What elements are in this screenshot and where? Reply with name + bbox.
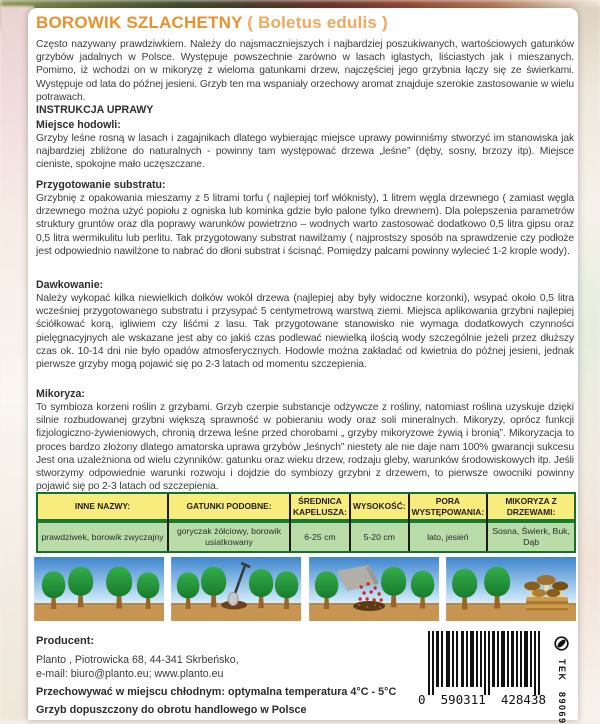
instructions-heading: INSTRUKCJA UPRAWY <box>36 104 154 116</box>
illustration-apply-substrate-panel <box>309 557 439 621</box>
table-column-gatunki-podobne <box>167 494 289 551</box>
tek-number: 89069 <box>557 691 567 724</box>
illustration-forest-site-panel <box>34 557 164 621</box>
table-header: WYSOKOŚĆ: <box>351 494 408 523</box>
section-text-dawkowanie: Należy wykopać kilka niewielkich dołków wokół drzewa (najlepiej aby były widoczne korzonki), wsypać około 0,5 litra wcześniej przygotowanego substratu i przysypać 5 centymetrową warstwą ziemi. Miejsca aplikowania grzybni najlepiej ściółkować korą, igliwiem czy liśćmi z lasu. Tak przygotowane stanowisko nie wymaga dodatkowych czynności pielęgnacyjnych ale wskazane jest aby co jakiś czas podlewać niewielką ilością wody szczególnie jeżeli przez dłuższy czas ok. 10-14 dni nie było opadów atmosferycznych. Hodowle można zakładać od kwietnia do późnej jesieni, jednak pierwsze grzyby mogą pojawić się po 2-3 latach od momentu szczepienia. <box>36 293 574 371</box>
tek-vertical-text <box>557 659 567 724</box>
section-heading-dawkowanie: Dawkowanie: <box>36 279 104 291</box>
title-latin-name: ( Boletus edulis ) <box>247 13 388 32</box>
table-value: Sosna, Świerk, Buk, Dąb <box>488 523 574 551</box>
section-heading-miejsce-hodowli: Miejsce hodowli: <box>36 119 121 131</box>
illustration-harvest-panel <box>446 557 576 621</box>
forest-icon <box>34 557 164 621</box>
substrate-bag-icon <box>309 557 439 621</box>
section-heading-mikoryza: Mikoryza: <box>36 388 85 400</box>
table-value: 5-20 cm <box>351 523 408 551</box>
table-header: MIKORYZA Z DRZEWAMI: <box>488 494 574 523</box>
table-header: ŚREDNICA KAPELUSZA: <box>291 494 349 523</box>
section-text-przygotowanie-substratu: Grzybnię z opakowania mieszamy z 5 litrami torfu ( najlepiej torf włóknisty), 1 litrem węgla drzewnego ( zamiast węgla drzewnego można użyć popiołu z ogniska lub kominka gdzie było palone tylko drewnem). Dla polepszenia parametrów struktury gruntów oraz dla poprawy warunków powietrzno – wodnych warto zastosować dodatkowo 0,5 litra gipsu oraz 0,5 litra wermikulitu lub perlitu. Tak przygotowany substrat nawilżamy ( najprostszy sposób na sprawdzenie czy podłoże jest odpowiednio nawilżone to nabrać do dłoni substrat i ścisnąć. Pomiędzy palcami powinny wylecieć 1-2 krople wody). <box>36 193 574 257</box>
table-header: PORA WYSTĘPOWANIA: <box>410 494 487 523</box>
table-header: GATUNKI PODOBNE: <box>169 494 289 523</box>
section-text-miejsce-hodowli: Grzyby leśne rosną w lasach i zagajnikach dlatego wybierając miejsce uprawy powinniśmy stworzyć im stanowiska jak najbardziej zbliżone do naturalnych - powinny tam występować drzewa „leśne” (dęby, sosny, brzozy itp). Miejsce cieniste, spokojne mało uczęszczane. <box>36 133 574 171</box>
species-info-table <box>36 492 576 553</box>
producer-contact: e-mail: biuro@planto.eu; www.planto.eu <box>36 668 224 680</box>
table-column-wysokosc <box>349 494 408 551</box>
table-column-inne-nazwy <box>38 494 167 551</box>
barcode <box>418 631 548 709</box>
table-value: lato, jesień <box>410 523 487 551</box>
mushroom-basket-icon <box>446 557 576 621</box>
barcode-right-group: 428438 <box>500 692 546 707</box>
packet-back-panel <box>28 8 578 724</box>
table-header: INNE NAZWY: <box>38 494 167 523</box>
barcode-left-group: 590311 <box>440 692 486 707</box>
intro-paragraph: Często nazywany prawdziwkiem. Należy do najsmaczniejszych i najbardziej poszukiwanych, wartościowych gatunków grzybów jadalnych w Polsce. Występuje powszechnie zarówno w lasach iglastych, liściastych jak i mieszanych. Pomimo, iż wchodzi on w mikoryzę z wieloma gatunkami drzew, najczęściej jego grzybnia łączy się ze świerkami. Występuje od lata do późnej jesieni. Grzyb ten ma wspaniały orzechowy aromat znajduje szerokie zastosowanie w wielu potrawach. <box>36 39 574 103</box>
barcode-lead-digit: 0 <box>418 692 426 707</box>
market-approval-note: Grzyb dopuszczony do obrotu handlowego w Polsce <box>36 704 307 716</box>
storage-instructions: Przechowywać w miejscu chłodnym: optymalna temperatura 4°C - 5°C <box>36 686 397 698</box>
table-value: 6-25 cm <box>291 523 349 551</box>
cultivation-steps-illustration <box>34 557 576 623</box>
table-value: goryczak żółciowy, borowik usiatkowany <box>169 523 289 551</box>
barcode-digits <box>418 692 546 707</box>
tek-certification-mark <box>554 636 572 724</box>
barcode-bars-icon <box>428 631 540 695</box>
illustration-dig-holes-panel <box>171 557 301 621</box>
tek-label: TEK <box>557 659 567 682</box>
producer-address: Planto , Piotrowicka 68, 44-341 Skrbeńsko, <box>36 654 239 666</box>
table-column-pora-wystepowania <box>408 494 487 551</box>
table-column-srednica-kapelusza <box>289 494 349 551</box>
section-heading-przygotowanie-substratu: Przygotowanie substratu: <box>36 179 166 191</box>
producer-label: Producent: <box>36 635 95 647</box>
shovel-icon <box>171 557 301 621</box>
section-text-mikoryza: To symbioza korzeni roślin z grzybami. Grzyb czerpie substancje odżywcze z rośliny, natomiast roślina uzyskuje dzięki silnie rozbudowanej grzybni większą sprawność w pobieraniu wody oraz soli mineralnych. Mikoryzy, oprócz funkcji fizjologiczno-żywieniowych, chronią drzewa leśne przed chorobami „ grzyby mikoryzowe żywią i bronią”. Mikoryzacja to proces bardzo złożony dlatego amatorska uprawa grzybów „leśnych” niestety ale nie daje nam 100% gwarancji sukcesu Jest ona uzależniona od wielu czynników: gatunku oraz wieku drzew, rodzaju gleby, warunków środowiskowych itp. Jeśli stworzymy odpowiednie warunki rozwoju i dojdzie do symbiozy grzybni z drzewem, to pierwsze owocniki powinny pojawić się po 2-3 latach od szczepienia. <box>36 402 574 493</box>
page-title <box>36 13 574 33</box>
table-value: prawdziwek, borowik zwyczajny <box>38 523 167 551</box>
leaf-logo-icon <box>554 636 569 651</box>
title-common-name: BOROWIK SZLACHETNY <box>36 13 243 32</box>
table-column-mikoryza-z-drzewami <box>486 494 574 551</box>
